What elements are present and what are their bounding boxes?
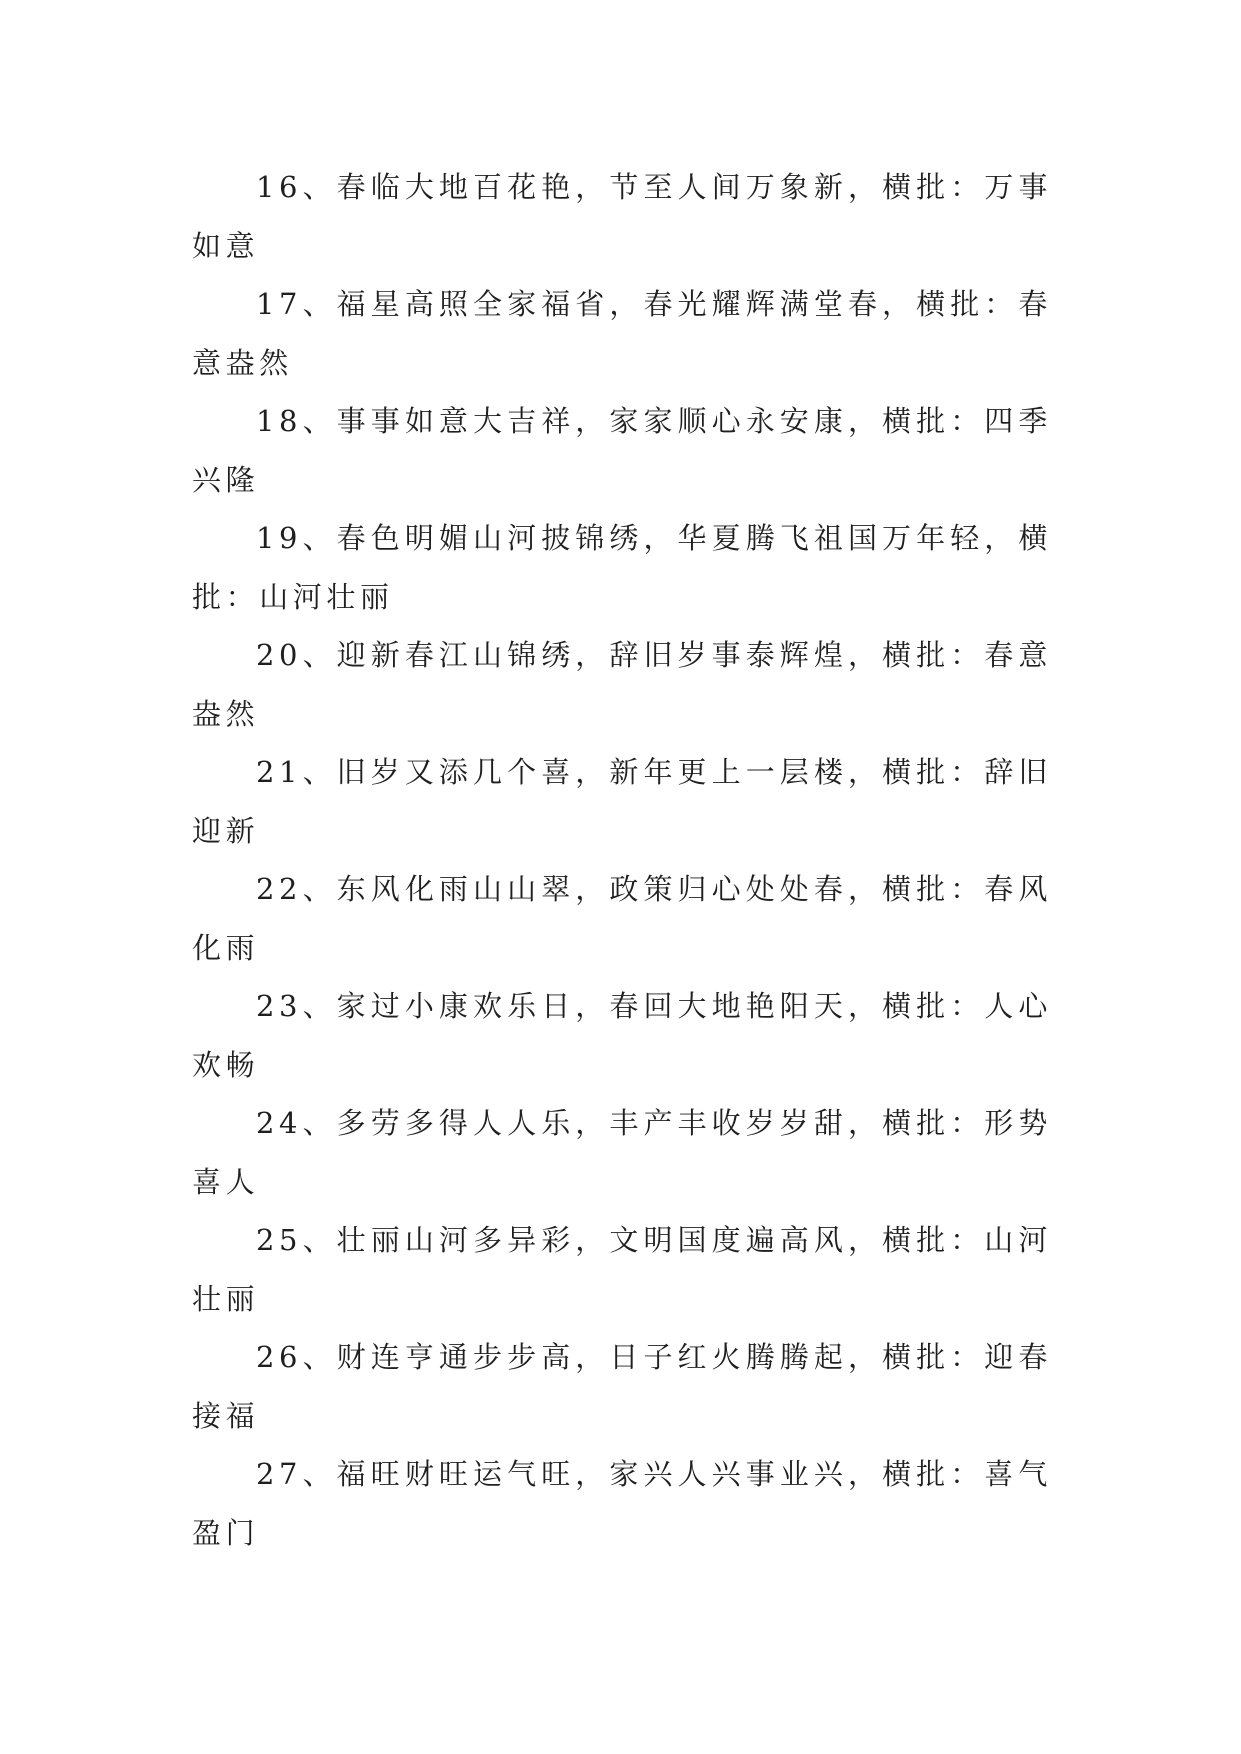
couplet-entry: 17、福星高照全家福省，春光耀辉满堂春，横批：春意盎然 (192, 287, 1052, 380)
couplet-entry: 21、旧岁又添几个喜，新年更上一层楼，横批：辞旧迎新 (192, 755, 1052, 848)
couplet-entry: 25、壮丽山河多异彩，文明国度遍高风，横批：山河壮丽 (192, 1223, 1052, 1316)
couplet-entry: 24、多劳多得人人乐，丰产丰收岁岁甜，横批：形势喜人 (192, 1106, 1052, 1199)
couplet-entry: 22、东风化雨山山翠，政策归心处处春，横批：春风化雨 (192, 872, 1052, 965)
couplet-list (192, 158, 1052, 1562)
couplet-entry: 18、事事如意大吉祥，家家顺心永安康，横批：四季兴隆 (192, 404, 1052, 497)
couplet-entry: 19、春色明媚山河披锦绣，华夏腾飞祖国万年轻，横批：山河壮丽 (192, 521, 1052, 614)
couplet-entry: 27、福旺财旺运气旺，家兴人兴事业兴，横批：喜气盈门 (192, 1457, 1052, 1550)
couplet-entry: 16、春临大地百花艳，节至人间万象新，横批：万事如意 (192, 170, 1052, 263)
couplet-entry: 23、家过小康欢乐日，春回大地艳阳天，横批：人心欢畅 (192, 989, 1052, 1082)
couplet-entry: 26、财连亨通步步高，日子红火腾腾起，横批：迎春接福 (192, 1340, 1052, 1433)
couplet-entry: 20、迎新春江山锦绣，辞旧岁事泰辉煌，横批：春意盎然 (192, 638, 1052, 731)
